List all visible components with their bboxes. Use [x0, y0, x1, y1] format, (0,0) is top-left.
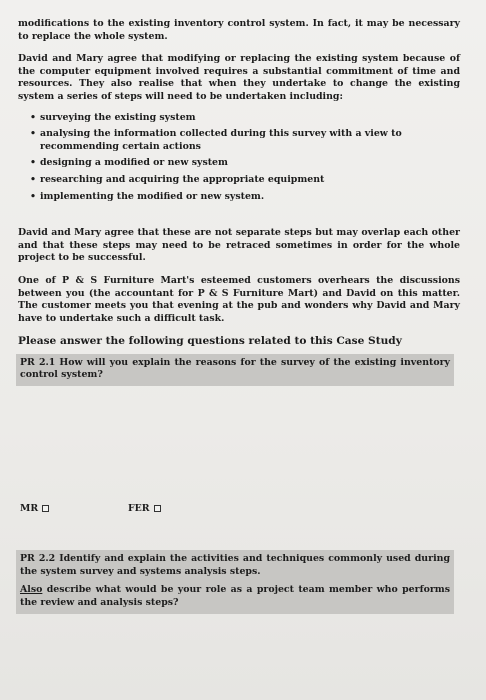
step-text: researching and acquiring the appropriate equipment	[40, 173, 325, 185]
step-text: implementing the modified or new system.	[40, 190, 265, 202]
bullet-icon: •	[30, 173, 36, 185]
paragraph-commitment: David and Mary agree that modifying or replacing the existing system because of the computer equipment involved requires a substantial commitment of time and resources. They also realise that when they undertake to change the existing system a series of steps will need to be undertaken including:	[18, 53, 460, 102]
question-box-1	[16, 354, 454, 386]
bullet-icon: •	[30, 190, 36, 202]
fer-checkbox[interactable]	[154, 505, 161, 512]
list-item	[30, 112, 460, 125]
step-text: analysing the information collected during this survey with a view to recommending certain actions	[40, 128, 402, 152]
list-item	[30, 157, 460, 170]
also-underlined: Also	[20, 584, 43, 596]
question-2-text: PR 2.2 Identify and explain the activities and techniques commonly used during the system survey and systems analysis steps.	[20, 553, 450, 577]
step-text: designing a modified or new system	[40, 157, 228, 169]
list-item	[30, 174, 460, 187]
list-item	[30, 191, 460, 204]
mr-checkbox[interactable]	[42, 505, 49, 512]
fer-label: FER	[128, 503, 150, 515]
paragraph-customer: One of P & S Furniture Mart's esteemed customers overhears the discussions between you (the accountant for P & S Furniture Mart) and David on this matter. The customer meets you that evening at the pub and wonders why David and Mary have to undertake such a difficult task.	[18, 274, 460, 324]
step-text: surveying the existing system	[40, 111, 196, 123]
question-box-2	[16, 550, 454, 614]
paragraph-overlap: David and Mary agree that these are not separate steps but may overlap each other and that these steps may need to be retraced sometimes in order for the whole project to be successful.	[18, 227, 460, 264]
paragraph-intro: modifications to the existing inventory control system. In fact, it may be necessary to replace the whole system.	[18, 18, 460, 42]
steps-list	[30, 112, 460, 204]
list-item	[30, 128, 460, 153]
mr-mark	[20, 503, 49, 516]
bullet-icon: •	[30, 157, 36, 169]
question-2b-rest: describe what would be your role as a project team member who performs the review and analysis steps?	[20, 584, 450, 608]
questions-heading: Please answer the following questions related to this Case Study	[18, 335, 402, 348]
fer-mark	[128, 503, 161, 516]
bullet-icon: •	[30, 111, 36, 123]
bullet-icon: •	[30, 128, 36, 140]
question-2b-text	[20, 584, 450, 609]
mr-label: MR	[20, 503, 39, 515]
question-1-text: PR 2.1 How will you explain the reasons for the survey of the existing inventory control system?	[20, 356, 450, 381]
document-content	[18, 18, 460, 614]
marks-row	[18, 503, 460, 533]
